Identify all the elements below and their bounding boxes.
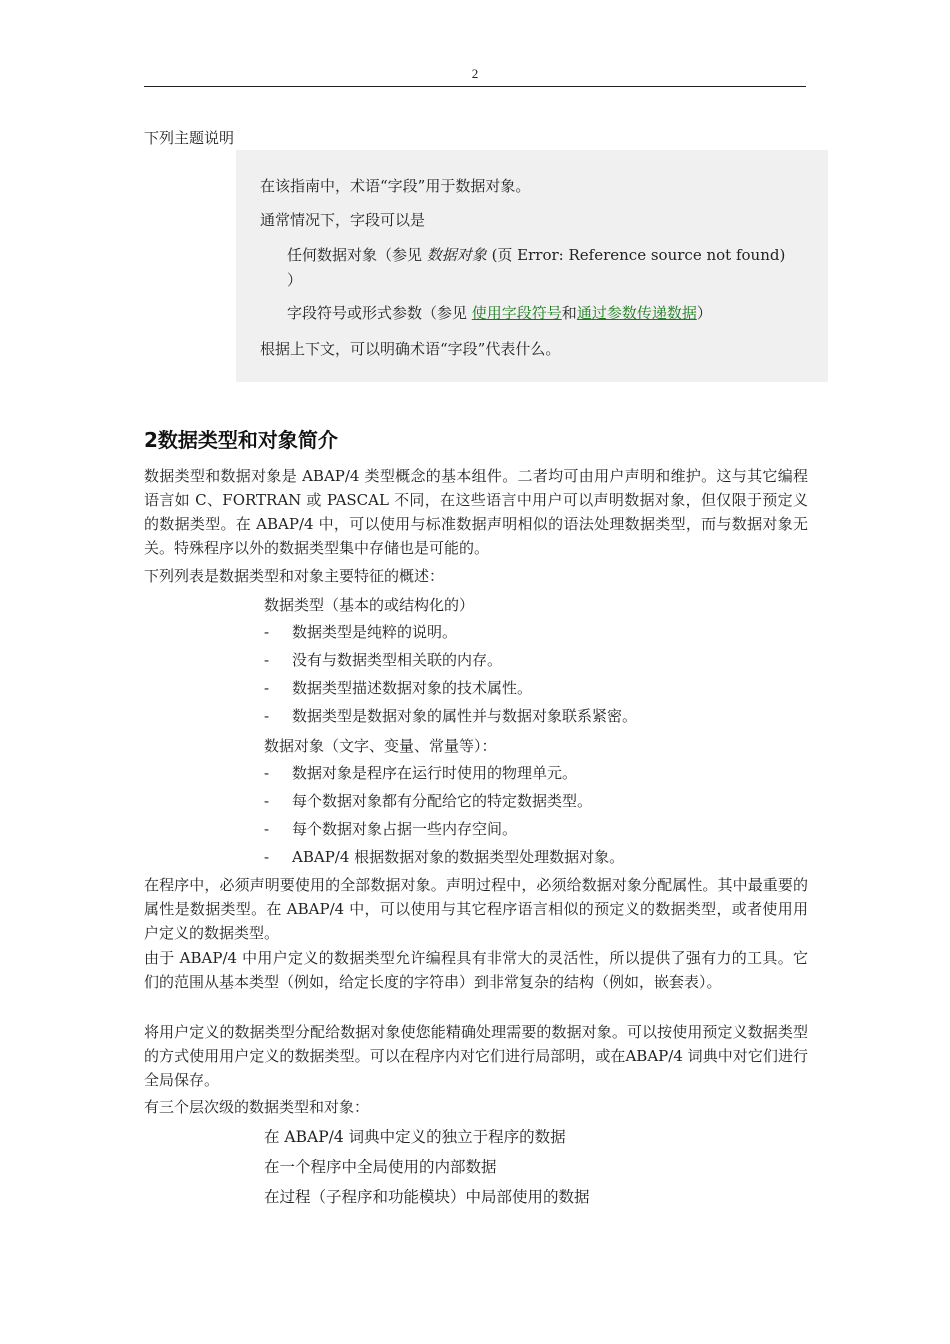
user-defined-paragraph: 将用户定义的数据类型分配给数据对象使您能精确处理需要的数据对象。可以按使用预定义数据类型的方式使用用户定义的数据类型。可以在程序内对它们进行局部明，或在ABAP/4 词典中对它们进行全局保存。 (144, 1023, 808, 1089)
list-item: - 没有与数据类型相关联的内存。 (264, 651, 503, 669)
list-item: - 每个数据对象都有分配给它的特定数据类型。 (264, 792, 593, 810)
declaration-paragraph: 在程序中，必须声明要使用的全部数据对象。声明过程中，必须给数据对象分配属性。其中最重要的属性是数据类型。在 ABAP/4 中，可以使用与其它程序语言相似的预定义的数据类型，或者使用用户定义的数据类型。 (144, 876, 808, 942)
note-line-3: 根据上下文，可以明确术语“字段”代表什么。 (260, 340, 561, 358)
note-item1-prefix: 任何数据对象（参见 (287, 246, 427, 264)
note-line-2: 通常情况下，字段可以是 (260, 211, 426, 229)
note-item2-mid: 和 (561, 304, 577, 322)
level-item: 在 ABAP/4 词典中定义的独立于程序的数据 (264, 1128, 566, 1146)
field-symbols-link[interactable]: 使用字段符号 (471, 304, 562, 322)
level-item: 在一个程序中全局使用的内部数据 (264, 1158, 497, 1176)
level-item: 在过程（子程序和功能模块）中局部使用的数据 (264, 1188, 590, 1206)
list-item: - 数据类型是纯粹的说明。 (264, 623, 458, 641)
list-item: - 数据对象是程序在运行时使用的物理单元。 (264, 764, 578, 782)
note-item-data-object (287, 243, 787, 293)
parameter-passing-link[interactable]: 通过参数传递数据 (576, 304, 697, 322)
levels-intro-paragraph: 有三个层次级的数据类型和对象： (144, 1098, 370, 1116)
data-objects-heading: 数据对象（文字、变量、常量等）： (264, 737, 497, 755)
topics-label: 下列主题说明 (144, 129, 235, 147)
list-item: - 数据类型是数据对象的属性并与数据对象联系紧密。 (264, 707, 638, 725)
note-item-field-symbols (287, 301, 712, 326)
data-types-heading: 数据类型（基本的或结构化的） (264, 596, 475, 614)
section-title: 2数据类型和对象简介 (144, 428, 338, 452)
overview-paragraph: 下列列表是数据类型和对象主要特征的概述： (144, 567, 445, 585)
list-item: - ABAP/4 根据数据对象的数据类型处理数据对象。 (264, 848, 625, 866)
note-item1-suffix: (页 Error: Reference source not found) ） (287, 246, 786, 289)
list-item: - 每个数据对象占据一些内存空间。 (264, 820, 518, 838)
data-object-reference: 数据对象 (426, 246, 487, 264)
list-item: - 数据类型描述数据对象的技术属性。 (264, 679, 533, 697)
note-item2-prefix: 字段符号或形式参数（参见 (287, 304, 472, 322)
page-number: 2 (471, 66, 479, 81)
note-item2-suffix: ） (696, 304, 712, 322)
flexibility-paragraph: 由于 ABAP/4 中用户定义的数据类型允许编程具有非常大的灵活性，所以提供了强有力的工具。它们的范围从基本类型（例如，给定长度的字符串）到非常复杂的结构（例如，嵌套表）。 (144, 949, 808, 991)
intro-paragraph: 数据类型和数据对象是 ABAP/4 类型概念的基本组件。二者均可由用户声明和维护。这与其它编程语言如 C、FORTRAN 或 PASCAL 不同，在这些语言中用户可以声明数据对象，但仅限于预定义的数据类型。在 ABAP/4 中，可以使用与标准数据声明相似的语法处理数据类型，而与数据对象无关。特殊程序以外的数据类型集中存储也是可能的。 (144, 467, 808, 557)
header-rule (144, 86, 806, 87)
note-box (236, 150, 828, 382)
note-line-1: 在该指南中，术语“字段”用于数据对象。 (260, 177, 531, 195)
